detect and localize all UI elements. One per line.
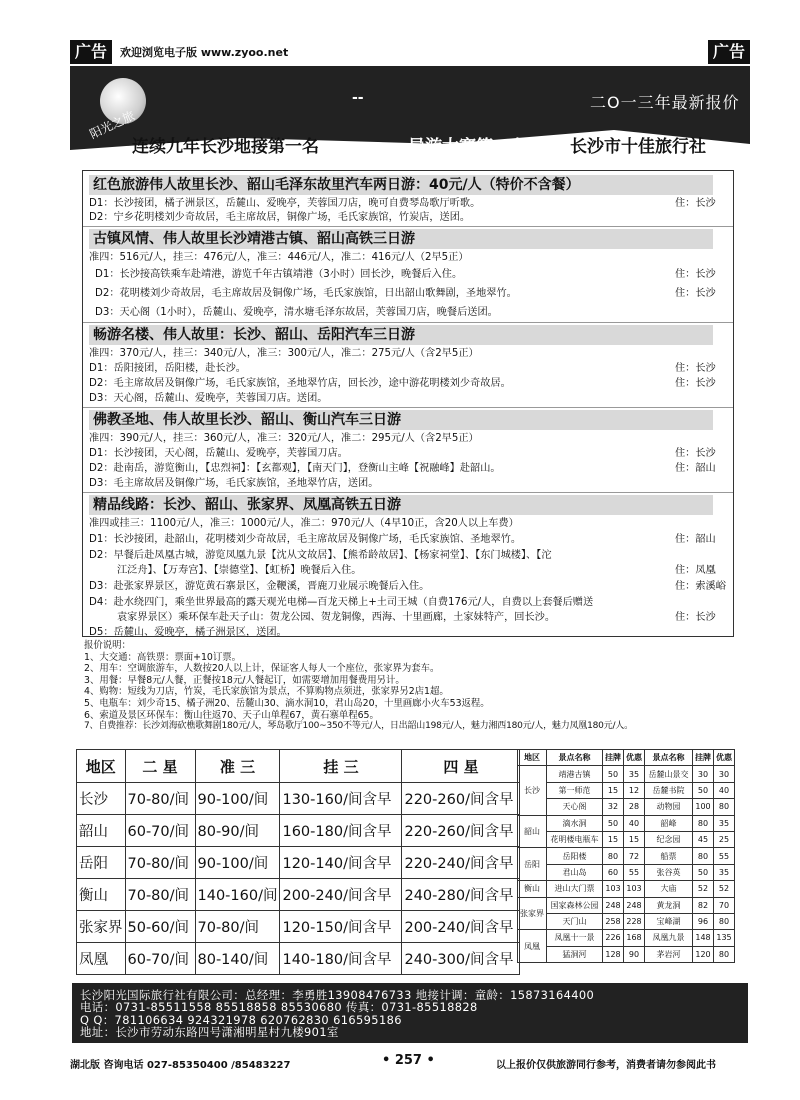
welcome-text: 欢迎浏览电子版 www.zyoo.net — [120, 46, 289, 59]
table-cell: 35 — [714, 815, 735, 831]
table-cell: 70-80/间 — [125, 879, 195, 911]
table-cell: 茅岩河 — [645, 946, 693, 962]
route-day: D2：早餐后赴凤凰古城，游览凤凰九景【沈从文故居】、【熊希龄故居】、【杨家祠堂】、【东门城楼】、【沱 — [89, 550, 552, 561]
table-cell: 第一师范 — [547, 782, 603, 798]
route-day: 江泛舟】、【万寿宫】、【崇德堂】、【虹桥】晚餐后入住。 — [117, 565, 362, 576]
table-cell: 228 — [624, 913, 645, 929]
table-header: 挂牌 — [693, 750, 714, 766]
table-row — [518, 815, 735, 831]
note-item: 5、电瓶车：刘少奇15、橘子洲20、岳麓山30、滴水洞10，君山岛20，十里画廊小火车53返程。 — [84, 697, 490, 709]
table-row — [518, 766, 735, 782]
table-cell: 50 — [693, 864, 714, 880]
table-cell: 70-80/间 — [125, 783, 195, 815]
table-row — [518, 864, 735, 880]
table-cell: 120-140/间含早 — [280, 847, 402, 879]
route-title: 畅游名楼、伟人故里：长沙、韶山、岳阳汽车三日游 — [89, 325, 713, 345]
route-day: D2：宁乡花明楼刘少奇故居，毛主席故居，铜像广场，毛氏家族馆，竹炭店，送团。 — [89, 212, 471, 223]
table-cell: 248 — [624, 897, 645, 913]
table-header: 优惠 — [624, 750, 645, 766]
table-cell: 靖港古镇 — [547, 766, 603, 782]
table-header: 景点名称 — [547, 750, 603, 766]
route-day: D5：岳麓山、爱晚亭，橘子洲景区，送团。 — [89, 627, 287, 638]
table-cell: 80 — [714, 913, 735, 929]
table-cell: 52 — [693, 881, 714, 897]
table-cell: 80 — [714, 946, 735, 962]
table-row — [77, 911, 520, 943]
table-header: 准 三 — [195, 750, 280, 783]
table-header: 地区 — [77, 750, 126, 783]
note-item: 1、大交通：高铁票：票面+10订票。 — [84, 651, 242, 663]
table-cell: 长沙 — [77, 783, 126, 815]
table-cell: 宝峰湖 — [645, 913, 693, 929]
table-cell: 96 — [693, 913, 714, 929]
table-cell: 国家森林公园 — [547, 897, 603, 913]
table-header: 景点名称 — [645, 750, 693, 766]
route-stay: 住：长沙 — [675, 363, 716, 374]
table-cell: 72 — [624, 848, 645, 864]
route-day: D4：赴水绕四门，乘坐世界最高的露天观光电梯—百龙天梯上+土司王城（自费176元/人，自费以上套餐后赠送 — [89, 597, 594, 608]
table-cell: 张家界 — [77, 911, 126, 943]
route-title: 古镇风情、伟人故里长沙靖港古镇、韶山高铁三日游 — [89, 229, 713, 249]
table-cell: 240-300/间含早 — [402, 943, 520, 975]
slogan-guide: 导游大赛第一名 — [408, 137, 527, 157]
route-stay: 住：长沙 — [675, 288, 716, 299]
table-cell: 韶山 — [77, 815, 126, 847]
page-number: • 257 • — [382, 1053, 435, 1068]
table-cell: 动物园 — [645, 799, 693, 815]
table-cell: 35 — [624, 766, 645, 782]
route-day: D1：长沙接团，赴韶山，花明楼刘少奇故居，毛主席故居及铜像广场，毛氏家族馆、圣地翠竹。 — [89, 534, 522, 545]
note-item: 6、索道及景区环保车：衡山往返70、天子山单程67，黄石寨单程65。 — [84, 709, 379, 721]
routes-box — [82, 170, 734, 637]
table-cell: 40 — [624, 815, 645, 831]
table-cell: 50 — [693, 782, 714, 798]
table-cell: 天门山 — [547, 913, 603, 929]
route-stay: 住：长沙 — [675, 448, 716, 459]
table-cell: 80 — [693, 815, 714, 831]
table-cell: 45 — [693, 831, 714, 847]
table-cell: 200-240/间含早 — [402, 911, 520, 943]
route-title: 佛教圣地、伟人故里长沙、韶山、衡山汽车三日游 — [89, 410, 713, 430]
table-cell: 100 — [693, 799, 714, 815]
table-cell: 君山岛 — [547, 864, 603, 880]
table-cell: 103 — [603, 881, 624, 897]
note-item: 3、用餐：早餐8元/人餐，正餐按18元/人餐起订，如需要增加用餐费用另计。 — [84, 674, 405, 686]
route-stay: 住：长沙 — [675, 378, 716, 389]
company-name-line: 长沙阳光国际旅行社有限公司：总经理：李勇胜13908476733 地接计调：童龄：15873164400 — [80, 988, 595, 1002]
table-row — [518, 782, 735, 798]
ticket-price-table — [517, 749, 735, 963]
route-day: D2：赴南岳，游览衡山，【忠烈祠】：【玄都观】，【南天门】，登衡山主峰【祝融峰】赴韶山。 — [89, 463, 501, 474]
note-item: 2、用车：空调旅游车，人数按20人以上计，保证客人每人一个座位，张家界为套车。 — [84, 663, 440, 675]
table-cell: 60 — [603, 864, 624, 880]
route-price: 准四：370元/人，挂三：340元/人，准三：300元/人，准二：275元/人（含2早5正） — [89, 348, 479, 359]
route-price: 准四：516元/人，挂三：476元/人，准三：446元/人，准二：416元/人（2早5正） — [89, 252, 469, 263]
table-cell: 52 — [714, 881, 735, 897]
table-cell: 韶峰 — [645, 815, 693, 831]
table-row — [518, 831, 735, 847]
table-cell: 135 — [714, 930, 735, 946]
table-cell: 70-80/间 — [195, 911, 280, 943]
table-cell: 200-240/间含早 — [280, 879, 402, 911]
table-cell: 140-160/间 — [195, 879, 280, 911]
table-row — [518, 881, 735, 897]
table-row — [77, 847, 520, 879]
table-cell: 82 — [693, 897, 714, 913]
table-cell: 90 — [624, 946, 645, 962]
table-cell: 50 — [603, 815, 624, 831]
table-header: 挂 三 — [280, 750, 402, 783]
table-cell: 160-180/间含早 — [280, 815, 402, 847]
table-cell: 进山大门票 — [547, 881, 603, 897]
route-stay: 住：凤凰 — [675, 565, 716, 576]
ad-label-left: 广告 — [70, 40, 112, 64]
table-cell: 55 — [624, 864, 645, 880]
company-phone-line: 电话：0731-85511558 85518858 85530680 传真：0731-85518828 — [80, 1000, 478, 1015]
table-cell: 220-260/间含早 — [402, 815, 520, 847]
table-row — [518, 799, 735, 815]
route-stay: 住：长沙 — [675, 269, 716, 280]
table-cell: 240-280/间含早 — [402, 879, 520, 911]
region-cell: 张家界 — [518, 897, 547, 930]
table-row — [77, 783, 520, 815]
route-day: D3：赴张家界景区，游览黄石寨景区，金鞭溪，晋鹿刀业展示晚餐后入住。 — [89, 581, 430, 592]
route-stay: 住：长沙 — [675, 612, 716, 623]
route-stay: 住：长沙 — [675, 198, 716, 209]
table-cell: 80-90/间 — [195, 815, 280, 847]
route-day: D1：长沙接高铁乘车赴靖港，游览千年古镇靖港（3小时）回长沙，晚餐后入住。 — [95, 269, 463, 280]
route-day: D3：天心阁，岳麓山、爱晚亭，芙蓉国刀店。送团。 — [89, 393, 328, 404]
table-header: 优惠 — [714, 750, 735, 766]
route-price: 准四或挂三：1100元/人，准三：1000元/人，准二：970元/人（4早10正，含20人以上车费） — [89, 518, 519, 529]
route-day: D1：岳阳接团，岳阳楼，赴长沙。 — [89, 363, 246, 374]
table-cell: 猛洞河 — [547, 946, 603, 962]
region-cell: 岳阳 — [518, 848, 547, 881]
table-cell: 60-70/间 — [125, 815, 195, 847]
table-cell: 148 — [693, 930, 714, 946]
table-cell: 32 — [603, 799, 624, 815]
table-cell: 凤凰十一景 — [547, 930, 603, 946]
table-cell: 80 — [693, 848, 714, 864]
route-stay: 住：韶山 — [675, 463, 716, 474]
table-cell: 30 — [693, 766, 714, 782]
table-cell: 55 — [714, 848, 735, 864]
table-cell: 天心阁 — [547, 799, 603, 815]
table-row — [77, 815, 520, 847]
table-row — [518, 897, 735, 913]
company-address-line: 地址：长沙市劳动东路四号潇湘明星村九楼901室 — [80, 1025, 339, 1040]
route-day: D2：毛主席故居及铜像广场，毛氏家族馆，圣地翠竹店，回长沙，途中游花明楼刘少奇故居。 — [89, 378, 511, 389]
table-cell: 张谷英 — [645, 864, 693, 880]
table-header: 四 星 — [402, 750, 520, 783]
table-row — [518, 946, 735, 962]
table-cell: 40 — [714, 782, 735, 798]
company-info — [72, 983, 748, 1043]
brand-name: 阳光之旅 — [87, 108, 137, 142]
table-cell: 70 — [714, 897, 735, 913]
route-divider — [83, 226, 733, 227]
table-cell: 130-160/间含早 — [280, 783, 402, 815]
banner — [70, 66, 750, 162]
table-cell: 岳阳楼 — [547, 848, 603, 864]
table-cell: 黄龙洞 — [645, 897, 693, 913]
route-divider — [83, 492, 733, 493]
route-stay: 住：索溪峪 — [675, 581, 726, 592]
table-row — [77, 943, 520, 975]
table-cell: 103 — [624, 881, 645, 897]
region-cell: 韶山 — [518, 815, 547, 848]
company-qq-line: Q Q：781106634 924321978 620762830 616595186 — [80, 1012, 402, 1027]
route-day: D3：天心阁（1小时），岳麓山、爱晚亭，清水塘毛泽东故居，芙蓉国刀店，晚餐后送团。 — [95, 307, 498, 318]
table-cell: 80 — [714, 799, 735, 815]
table-cell: 35 — [714, 864, 735, 880]
table-cell: 220-260/间含早 — [402, 783, 520, 815]
table-cell: 花明楼电瓶车 — [547, 831, 603, 847]
table-cell: 25 — [714, 831, 735, 847]
table-cell: 凤凰 — [77, 943, 126, 975]
route-day: D1：长沙接团，天心阁，岳麓山、爱晚亭，芙蓉国刀店。 — [89, 448, 348, 459]
table-header: 地区 — [518, 750, 547, 766]
footer-disclaimer: 以上报价仅供旅游同行参考，消费者请勿参阅此书 — [496, 1060, 716, 1071]
table-cell: 90-100/间 — [195, 783, 280, 815]
table-cell: 滴水洞 — [547, 815, 603, 831]
table-cell: 船票 — [645, 848, 693, 864]
table-header: 挂牌 — [603, 750, 624, 766]
table-cell: 90-100/间 — [195, 847, 280, 879]
route-day: D3：毛主席故居及铜像广场，毛氏家族馆，圣地翠竹店，送团。 — [89, 478, 379, 489]
route-day: D2：花明楼刘少奇故居，毛主席故居及铜像广场，毛氏家族馆，日出韶山歌舞剧，圣地翠竹。 — [95, 288, 517, 299]
table-cell: 大庙 — [645, 881, 693, 897]
price-notes — [84, 640, 744, 733]
note-item: 4、购物：短线为刀店，竹炭，毛氏家族馆为景点，不算购物点须进，张家界另2店1超。 — [84, 686, 449, 698]
table-cell: 衡山 — [77, 879, 126, 911]
slogan-first: 连续九年长沙地接第一名 — [132, 137, 319, 157]
route-day: 袁家界景区）乘环保车赴天子山：贺龙公园、贺龙铜像，西海、十里画廊，土家妹特产，回长沙。 — [117, 612, 556, 623]
table-cell: 15 — [603, 782, 624, 798]
table-cell: 80-140/间 — [195, 943, 280, 975]
route-title: 精品线路：长沙、韶山、张家界、凤凰高铁五日游 — [89, 495, 713, 515]
table-cell: 70-80/间 — [125, 847, 195, 879]
table-cell: 120-150/间含早 — [280, 911, 402, 943]
route-divider — [83, 407, 733, 408]
table-cell: 120 — [693, 946, 714, 962]
region-cell: 长沙 — [518, 766, 547, 815]
top-bar — [70, 40, 750, 66]
region-cell: 衡山 — [518, 881, 547, 897]
table-row — [518, 913, 735, 929]
table-cell: 248 — [603, 897, 624, 913]
route-divider — [83, 322, 733, 323]
route-day: D1：长沙接团，橘子洲景区，岳麓山、爱晚亭，芙蓉国刀店，晚可自费琴岛歌厅听歌。 — [89, 198, 481, 209]
hotel-price-table — [76, 749, 520, 975]
banner-dash: -- — [352, 90, 364, 106]
table-row — [77, 879, 520, 911]
table-header: 二 星 — [125, 750, 195, 783]
table-cell: 220-240/间含早 — [402, 847, 520, 879]
table-cell: 15 — [603, 831, 624, 847]
table-cell: 岳麓书院 — [645, 782, 693, 798]
table-cell: 凤凰九景 — [645, 930, 693, 946]
route-title: 红色旅游伟人故里长沙、韶山毛泽东故里汽车两日游：40元/人（特价不含餐） — [89, 175, 713, 195]
table-cell: 140-180/间含早 — [280, 943, 402, 975]
table-cell: 12 — [624, 782, 645, 798]
table-row — [518, 930, 735, 946]
table-cell: 80 — [603, 848, 624, 864]
table-cell: 50 — [603, 766, 624, 782]
route-stay: 住：韶山 — [675, 534, 716, 545]
region-cell: 凤凰 — [518, 930, 547, 963]
notes-title: 报价说明： — [84, 640, 131, 651]
table-cell: 50-60/间 — [125, 911, 195, 943]
note-item: 7、自费推荐：长沙刘海砍樵歌舞剧180元/人，琴岛歌厅100~350不等元/人，日出韶山198元/人，魅力湘西180元/人，魅力凤凰180元/人。 — [84, 721, 633, 732]
table-cell: 258 — [603, 913, 624, 929]
table-cell: 168 — [624, 930, 645, 946]
slogan-top10: 长沙市十佳旅行社 — [570, 137, 706, 157]
table-cell: 30 — [714, 766, 735, 782]
table-row — [518, 848, 735, 864]
newest-price-title: 二O一三年最新报价 — [590, 93, 740, 112]
table-cell: 纪念园 — [645, 831, 693, 847]
table-cell: 128 — [603, 946, 624, 962]
ad-label-right: 广告 — [708, 40, 750, 64]
table-cell: 226 — [603, 930, 624, 946]
table-cell: 岳麓山景交 — [645, 766, 693, 782]
table-cell: 岳阳 — [77, 847, 126, 879]
footer-contact: 湖北版 咨询电话 027-85350400 /85483227 — [70, 1060, 291, 1071]
table-cell: 60-70/间 — [125, 943, 195, 975]
table-cell: 15 — [624, 831, 645, 847]
route-price: 准四：390元/人，挂三：360元/人，准三：320元/人，准二：295元/人（含2早5正） — [89, 433, 479, 444]
table-cell: 28 — [624, 799, 645, 815]
